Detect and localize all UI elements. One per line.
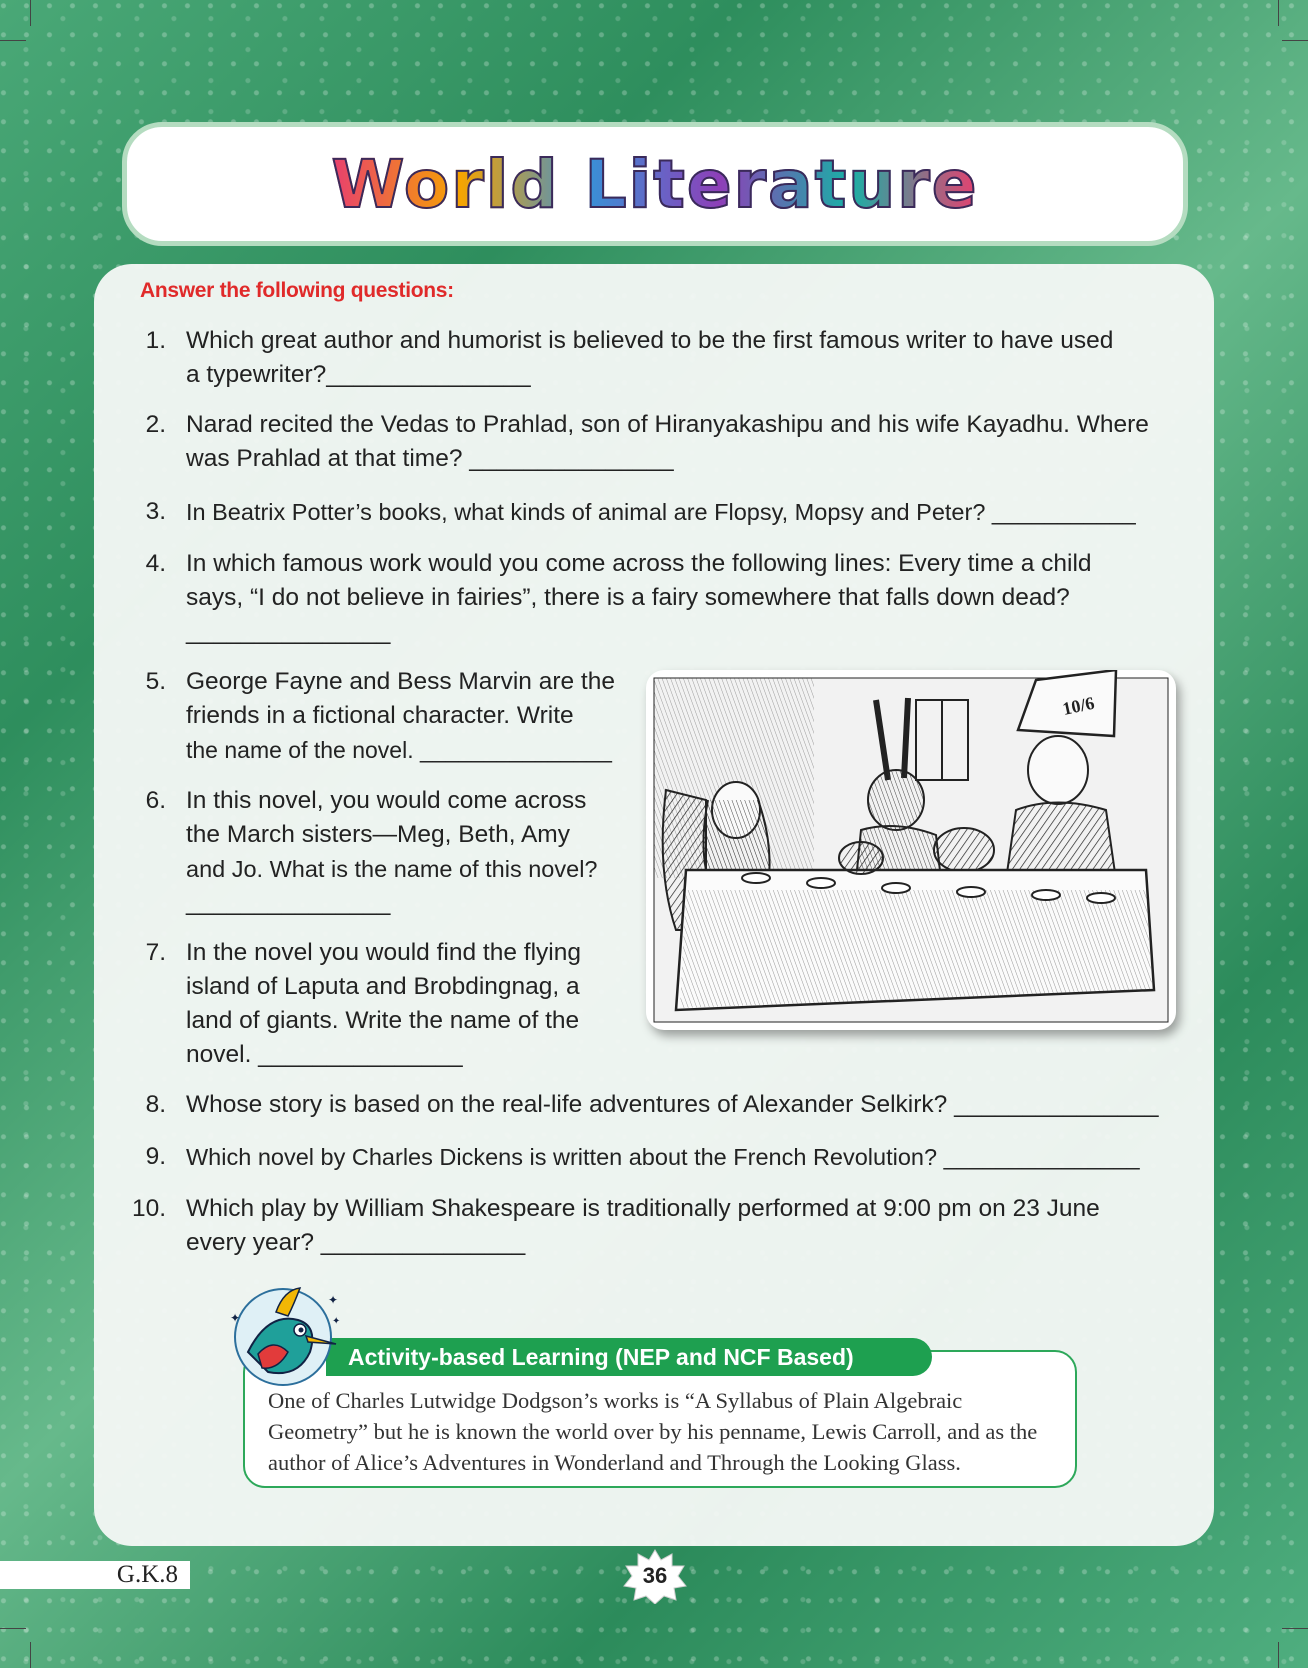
question-text [186,936,632,1072]
question-4 [122,547,1170,649]
title-banner [122,122,1188,246]
question-number: 2. [145,411,166,438]
question-9 [122,1140,1170,1174]
question-number: 5. [145,668,166,695]
question-line: Which play by William Shakespeare is traditionally performed at 9:00 pm on 23 June [186,1195,1100,1222]
crop-mark [1282,40,1308,41]
question-text [186,665,632,767]
question-text [186,408,1170,476]
question-text [186,1192,1170,1260]
question-number: 10. [131,1195,166,1222]
crop-mark [1282,1628,1308,1629]
svg-text:✦: ✦ [332,1316,341,1327]
crop-mark [30,1642,31,1668]
question-5 [122,665,632,767]
question-line: and Jo. What is the name of this novel? [186,856,598,882]
question-line: island of Laputa and Brobdingnag, a [186,973,580,1000]
question-7 [122,936,632,1072]
question-number: 4. [145,550,166,577]
question-line: In which famous work would you come across the following lines: Every time a child [186,550,1092,577]
question-line: Which novel by Charles Dickens is written about the French Revolution? _______________ [186,1144,1140,1170]
hat-label: 10/6 [1060,692,1097,719]
question-line: In the novel you would find the flying [186,939,581,966]
book-label: G.K.8 [0,1561,190,1589]
question-number: 8. [145,1091,166,1118]
tea-party-illustration [646,670,1176,1030]
question-line: Whose story is based on the real-life adventures of Alexander Selkirk? _______________ [186,1091,1159,1118]
question-text [186,784,632,920]
crop-mark [0,1628,26,1629]
teapot [839,842,883,874]
tea-party-drawing [646,670,1176,1030]
activity-text: One of Charles Lutwidge Dodgson’s works is “A Syllabus of Plain Algebraic Geometry” but he is known the world over by his penname, Lewis Carroll, and as the author of Alice’s Adventures in Wonderland and Through the Looking Glass. [268,1388,1038,1475]
question-line: a typewriter?_______________ [186,361,531,388]
instruction-heading: Answer the following questions: [140,279,454,302]
question-number: 3. [145,498,166,525]
activity-heading: Activity-based Learning (NEP and NCF Based) [326,1338,932,1376]
mad-hatter [1028,736,1088,804]
question-line: In this novel, you would come across [186,787,587,814]
question-line: was Prahlad at that time? _______________ [186,445,674,472]
question-number: 6. [145,787,166,814]
question-6 [122,784,632,920]
question-number: 9. [145,1143,166,1170]
question-1 [122,324,1170,392]
question-3 [122,495,1170,529]
crop-mark [1278,1642,1279,1668]
question-text [186,547,1170,649]
question-line: land of giants. Write the name of the [186,1007,580,1034]
march-hare [868,770,924,830]
question-line: _______________ [186,618,391,645]
question-line: Which great author and humorist is believed to be the first famous writer to have used [186,327,1114,354]
question-line: the name of the novel. _______________ [186,737,612,763]
question-line: George Fayne and Bess Marvin are the [186,668,615,695]
page-title: World Literature [331,145,979,223]
question-2 [122,408,1170,476]
page-number: 36 [642,1563,668,1588]
question-line: says, “I do not believe in fairies”, there is a fairy somewhere that falls down dead? [186,584,1070,611]
question-10 [122,1192,1170,1260]
question-line: novel. _______________ [186,1041,463,1068]
question-text [186,1140,1170,1174]
question-line: _______________ [186,889,391,916]
question-line: friends in a fictional character. Write [186,702,574,729]
question-number: 1. [145,327,166,354]
svg-text:✦: ✦ [328,1293,339,1307]
question-text [186,1088,1170,1122]
question-line: Narad recited the Vedas to Prahlad, son of Hiranyakashipu and his wife Kayadhu. Where [186,411,1149,438]
crop-mark [30,0,31,26]
question-8 [122,1088,1170,1122]
question-text [186,324,1170,392]
question-number: 7. [145,939,166,966]
question-line: every year? _______________ [186,1229,526,1256]
bird-mascot-icon [228,1282,348,1392]
crop-mark [1278,0,1279,26]
dormouse [934,828,994,872]
crop-mark [0,40,26,41]
question-text [186,495,1170,529]
svg-text:✦: ✦ [230,1311,241,1325]
question-line: the March sisters—Meg, Beth, Amy [186,821,570,848]
question-line: In Beatrix Potter’s books, what kinds of animal are Flopsy, Mopsy and Peter? ___________ [186,499,1136,525]
